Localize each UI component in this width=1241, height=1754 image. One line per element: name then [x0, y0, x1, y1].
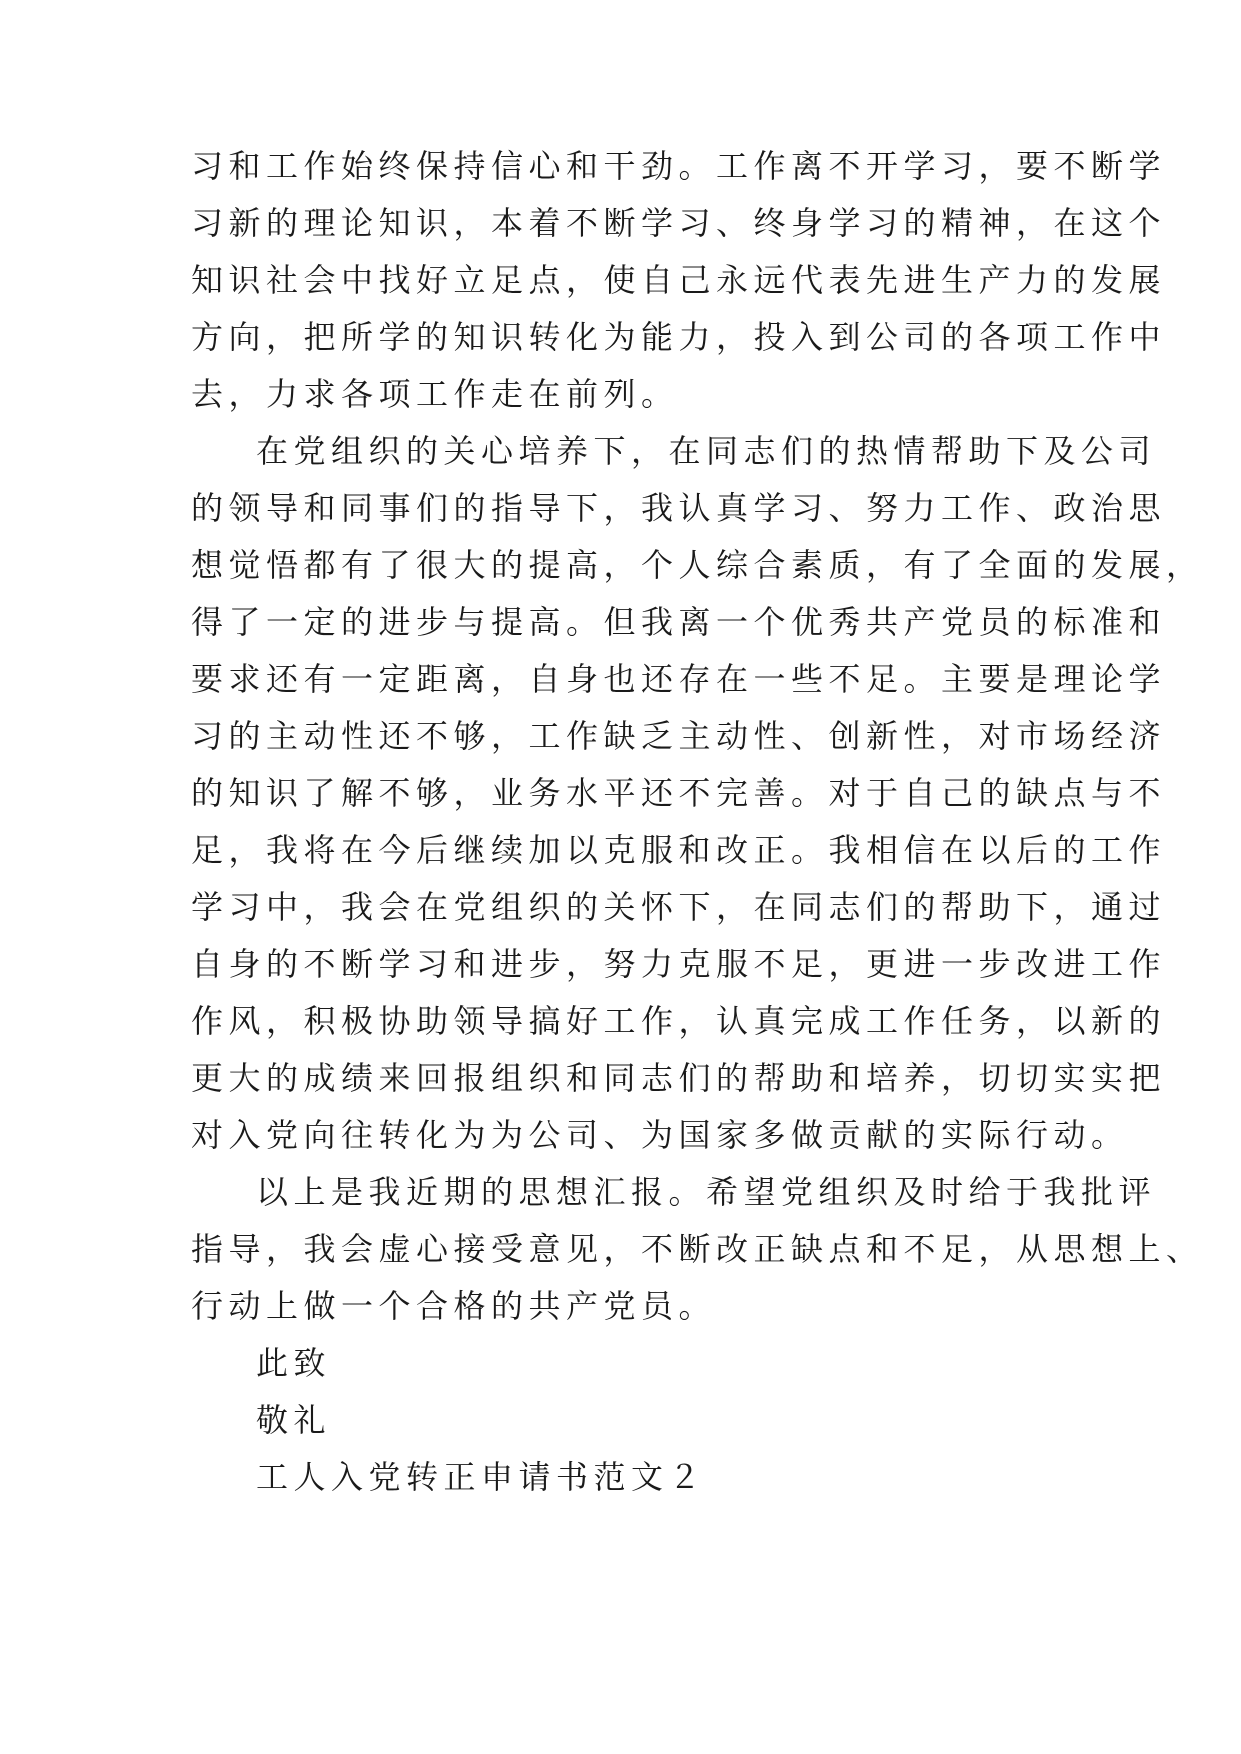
paragraph-line: 的领导和同事们的指导下，我认真学习、努力工作、政治思 — [191, 489, 1167, 527]
paragraph-line: 更大的成绩来回报组织和同志们的帮助和培养，切切实实把 — [191, 1059, 1167, 1097]
paragraph-line: 的知识了解不够，业务水平还不完善。对于自己的缺点与不 — [191, 774, 1167, 812]
paragraph-line: 习和工作始终保持信心和干劲。工作离不开学习，要不断学 — [191, 147, 1167, 185]
paragraph-line: 在党组织的关心培养下，在同志们的热情帮助下及公司 — [256, 432, 1157, 470]
paragraph-line: 习新的理论知识，本着不断学习、终身学习的精神，在这个 — [191, 204, 1167, 242]
paragraph-line: 对入党向往转化为为公司、为国家多做贡献的实际行动。 — [191, 1116, 1129, 1154]
section-title: 工人入党转正申请书范文２ — [256, 1458, 707, 1496]
paragraph-line: 自身的不断学习和进步，努力克服不足，更进一步改进工作 — [191, 945, 1167, 983]
paragraph-line: 去，力求各项工作走在前列。 — [191, 375, 679, 413]
paragraph-line: 想觉悟都有了很大的提高，个人综合素质，有了全面的发展， — [191, 546, 1204, 584]
closing-salutation: 此致 — [256, 1344, 332, 1382]
closing-regards: 敬礼 — [256, 1401, 332, 1439]
paragraph-line: 习的主动性还不够，工作缺乏主动性、创新性，对市场经济 — [191, 717, 1167, 755]
paragraph-line: 知识社会中找好立足点，使自己永远代表先进生产力的发展 — [191, 261, 1167, 299]
paragraph-line: 作风，积极协助领导搞好工作，认真完成工作任务，以新的 — [191, 1002, 1167, 1040]
paragraph-line: 要求还有一定距离，自身也还存在一些不足。主要是理论学 — [191, 660, 1167, 698]
paragraph-line: 以上是我近期的思想汇报。希望党组织及时给于我批评 — [256, 1173, 1157, 1211]
paragraph-line: 指导，我会虚心接受意见，不断改正缺点和不足，从思想上、 — [191, 1230, 1204, 1268]
paragraph-line: 方向，把所学的知识转化为能力，投入到公司的各项工作中 — [191, 318, 1167, 356]
paragraph-line: 得了一定的进步与提高。但我离一个优秀共产党员的标准和 — [191, 603, 1167, 641]
paragraph-line: 行动上做一个合格的共产党员。 — [191, 1287, 717, 1325]
paragraph-line: 足，我将在今后继续加以克服和改正。我相信在以后的工作 — [191, 831, 1167, 869]
paragraph-line: 学习中，我会在党组织的关怀下，在同志们的帮助下，通过 — [191, 888, 1167, 926]
